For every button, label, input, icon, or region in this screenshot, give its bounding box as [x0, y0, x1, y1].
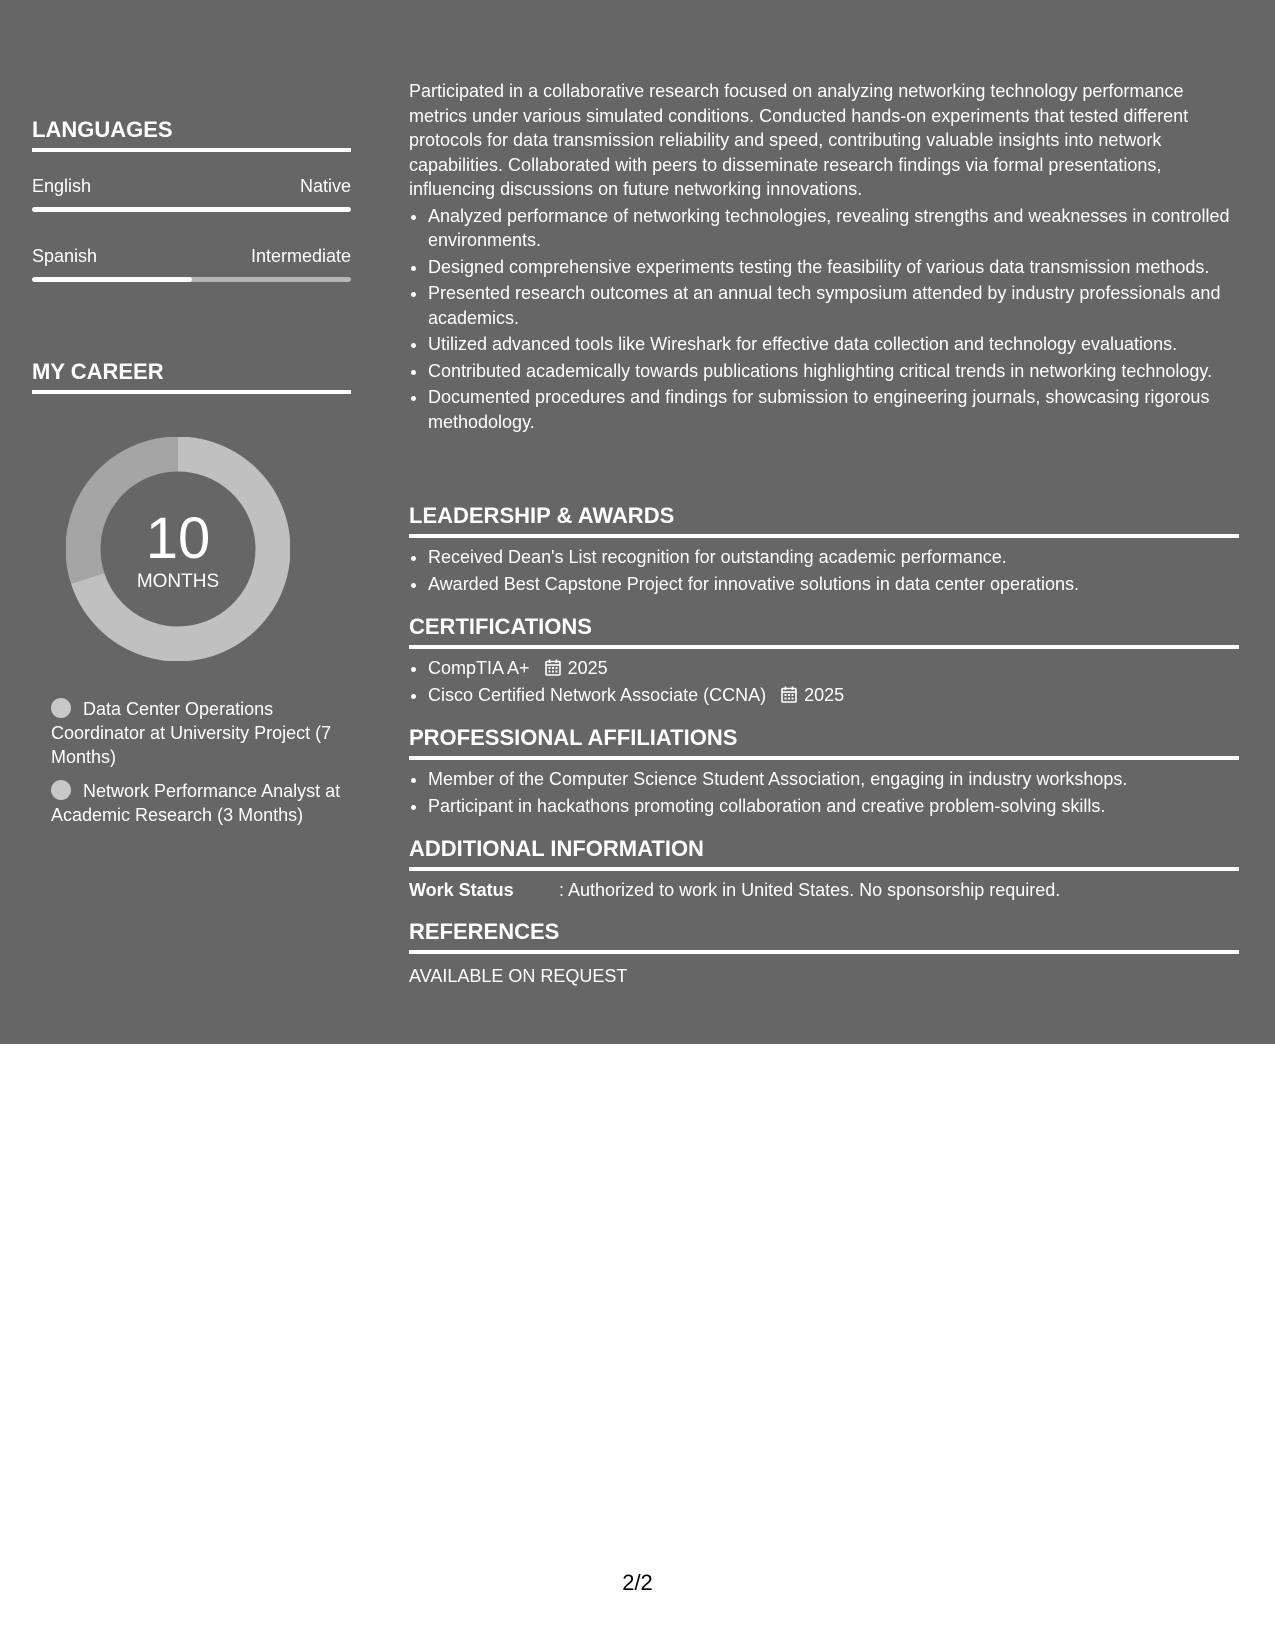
- calendar-icon: [781, 686, 797, 703]
- languages-title: LANGUAGES: [32, 117, 351, 152]
- affiliations-list: [409, 767, 1239, 818]
- work-status-label: Work Status: [409, 880, 514, 900]
- career-total-value: 10: [145, 506, 211, 571]
- certification-year: 2025: [804, 684, 845, 705]
- research-summary: Participated in a collaborative research focused on analyzing networking technology performance metrics under various simulated conditions. Conducted hands-on experiments that tested different protocols for data transmission reliability and speed, contributing valuable insights into network capabilities. Collaborated with peers to disseminate research findings via formal presentations, influencing discussions on future networking innovations.: [409, 81, 1189, 199]
- leadership-title: LEADERSHIP & AWARDS: [409, 503, 1239, 538]
- language-proficiency-bar: [32, 207, 351, 212]
- list-item: • Awarded Best Capstone Project for innovative solutions in data center operations.: [428, 572, 1239, 597]
- languages-section: [32, 117, 351, 282]
- certifications-list: [409, 656, 1239, 707]
- career-item: [51, 779, 351, 827]
- list-item: • Analyzed performance of networking technologies, revealing strengths and weaknesses in controlled environments.: [428, 204, 1239, 253]
- research-bullets: [409, 204, 1239, 435]
- career-donut-chart: [66, 437, 290, 661]
- certification-item: [428, 656, 1239, 681]
- affiliations-section: [409, 725, 1239, 820]
- affiliations-title: PROFESSIONAL AFFILIATIONS: [409, 725, 1239, 760]
- career-list: [51, 697, 351, 837]
- list-item: • Contributed academically towards publications highlighting critical trends in networking technology.: [428, 359, 1239, 384]
- list-item: • Documented procedures and findings for submission to engineering journals, showcasing rigorous methodology.: [428, 385, 1239, 434]
- leadership-section: [409, 503, 1239, 598]
- career-item-text: Data Center Operations Coordinator at University Project (7 Months): [51, 699, 332, 767]
- career-dot-icon: [51, 698, 71, 718]
- work-status-row: [409, 878, 1239, 902]
- language-proficiency-fill: [32, 277, 192, 282]
- work-status-value: : Authorized to work in United States. No sponsorship required.: [559, 880, 1061, 900]
- certifications-title: CERTIFICATIONS: [409, 614, 1239, 649]
- language-level: Intermediate: [250, 246, 351, 266]
- language-name: Spanish: [32, 246, 98, 266]
- language-item-spanish: [32, 245, 351, 282]
- list-item: • Participant in hackathons promoting collaboration and creative problem-solving skills.: [428, 794, 1239, 819]
- career-item: [51, 697, 351, 769]
- career-title: MY CAREER: [32, 359, 351, 394]
- language-level: Native: [299, 176, 351, 196]
- language-item-english: [32, 175, 351, 212]
- additional-section: [409, 836, 1239, 902]
- page-number: 2/2: [622, 1570, 653, 1595]
- references-section: [409, 919, 1239, 988]
- career-section: [32, 359, 351, 394]
- research-section: [409, 79, 1239, 436]
- career-item-text: Network Performance Analyst at Academic Research (3 Months): [51, 781, 341, 825]
- list-item: • Received Dean's List recognition for outstanding academic performance.: [428, 545, 1239, 570]
- career-dot-icon: [51, 780, 71, 800]
- list-item: • Designed comprehensive experiments testing the feasibility of various data transmission methods.: [428, 255, 1239, 280]
- certification-name: CompTIA A+: [428, 658, 530, 678]
- certification-year: 2025: [567, 658, 608, 678]
- certification-name: Cisco Certified Network Associate (CCNA): [428, 684, 767, 705]
- leadership-list: [409, 545, 1239, 596]
- calendar-icon: [545, 659, 561, 676]
- additional-title: ADDITIONAL INFORMATION: [409, 836, 1239, 871]
- language-proficiency-bar: [32, 277, 351, 282]
- certifications-section: [409, 614, 1239, 709]
- list-item: • Utilized advanced tools like Wireshark for effective data collection and technology evaluations.: [428, 332, 1239, 357]
- references-title: REFERENCES: [409, 919, 1239, 954]
- references-text: AVAILABLE ON REQUEST: [409, 966, 628, 986]
- certification-item: [428, 683, 1239, 708]
- list-item: • Presented research outcomes at an annual tech symposium attended by industry professionals and academics.: [428, 281, 1239, 330]
- language-name: English: [32, 176, 92, 196]
- language-proficiency-fill: [32, 207, 351, 212]
- list-item: • Member of the Computer Science Student Association, engaging in industry workshops.: [428, 767, 1239, 792]
- career-total-unit: MONTHS: [136, 571, 220, 592]
